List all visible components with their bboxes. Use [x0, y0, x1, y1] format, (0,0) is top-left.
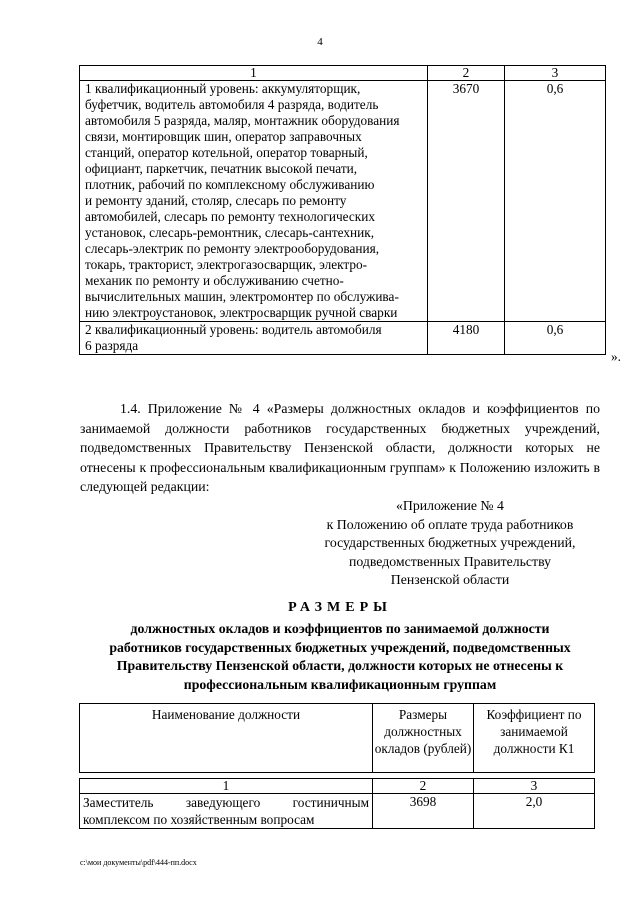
text-line: плотник, рабочий по комплексному обслуживанию [85, 177, 375, 192]
subtitle-line: должностных окладов и коэффициентов по занимаемой должности [130, 621, 550, 636]
text-line: связи, монтировщик шин, оператор заправочных [85, 129, 362, 144]
salary-cell: 3670 [428, 81, 505, 322]
table-header-row [80, 704, 595, 773]
text-line: 6 разряда [85, 338, 139, 353]
subtitle-line: профессиональным квалификационным группам [183, 676, 497, 692]
subtitle-line: Правительству Пензенской области, должности которых не отнесены к [116, 658, 564, 673]
column-number: 3 [474, 779, 595, 794]
document-subtitle [80, 620, 600, 694]
file-path-footer: c:\мои документы\pdf\444-пп.docx [80, 858, 197, 867]
header-coefficient: Коэффициент по занимаемой должности К1 [474, 704, 595, 773]
appendix-line: государственных бюджетных учреждений, [324, 535, 576, 550]
column-number: 1 [80, 779, 373, 794]
text-line: установок, слесарь-ремонтник, слесарь-сантехник, [85, 225, 375, 240]
amendment-paragraph: 1.4. Приложение № 4 «Размеры должностных окладов и коэффициентов по занимаемой должности работников государственных бюджетных учреждений, подведомственных Правительству Пензенской области, должности которых не отнесены к профессиональным квалификационным группам» к Положению изложить в следующей редакции: [80, 401, 600, 494]
header-cell: 3 [505, 66, 606, 81]
text-line: вычислительных машин, электромонтер по обслужива- [85, 289, 399, 304]
header-cell: 2 [428, 66, 505, 81]
column-number: 2 [373, 779, 474, 794]
text-line: 1 квалификационный уровень: аккумуляторщик, [85, 81, 361, 96]
text-line: буфетчик, водитель автомобиля 4 разряда, водитель [85, 97, 379, 112]
text-line: автомобилей, слесарь по ремонту технологических [85, 209, 375, 224]
coefficient-cell: 2,0 [474, 794, 595, 829]
table-row [80, 794, 595, 829]
appendix-line: к Положению об оплате труда работников [326, 516, 574, 532]
appendix-heading [300, 497, 600, 590]
document-title: РАЗМЕРЫ [288, 600, 392, 615]
qualification-level-description [80, 322, 428, 355]
table-row [80, 81, 606, 322]
appendix-line: подведомственных Правительству [348, 553, 552, 569]
text-line: 2 квалификационный уровень: водитель автомобиля [85, 322, 382, 337]
header-cell: 1 [80, 66, 428, 81]
column-number-row [80, 779, 595, 794]
salary-cell: 3698 [373, 794, 474, 829]
qualification-level-description [80, 81, 428, 322]
text-line: автомобиля 5 разряда, маляр, монтажник оборудования [85, 113, 400, 128]
salary-cell: 4180 [428, 322, 505, 355]
table-row [80, 322, 606, 355]
header-position-name: Наименование должности [80, 704, 373, 773]
text-line: официант, паркетчик, печатник высокой печати, [85, 161, 358, 176]
header-salary: Размеры должностных окладов (рублей) [373, 704, 474, 773]
position-name-cell: Заместитель заведующего гостиничным комплексом по хозяйственным вопросам [80, 794, 373, 829]
coefficient-cell: 0,6 [505, 81, 606, 322]
text-line: станций, оператор котельной, оператор товарный, [85, 145, 368, 160]
coefficient-cell: 0,6 [505, 322, 606, 355]
text-line: и ремонту зданий, столяр, слесарь по ремонту [85, 193, 347, 208]
appendix-line: «Приложение № 4 [396, 498, 504, 513]
text-line: механик по ремонту и обслуживанию счетно- [85, 273, 344, 288]
page-number: 4 [317, 36, 323, 48]
subtitle-line: работников государственных бюджетных учреждений, подведомственных [109, 639, 571, 655]
text-line: слесарь-электрик по ремонту электрооборудования, [85, 241, 380, 256]
qualification-table [79, 65, 606, 355]
closing-quote-mark: ». [611, 349, 621, 364]
appendix-line: Пензенской области [390, 572, 510, 587]
text-line: токарь, тракторист, электрогазосварщик, электро- [85, 257, 368, 272]
table-header-row [80, 66, 606, 81]
text-line: нию электроустановок, электросварщик ручной сварки [85, 305, 398, 320]
salary-table [79, 703, 595, 829]
